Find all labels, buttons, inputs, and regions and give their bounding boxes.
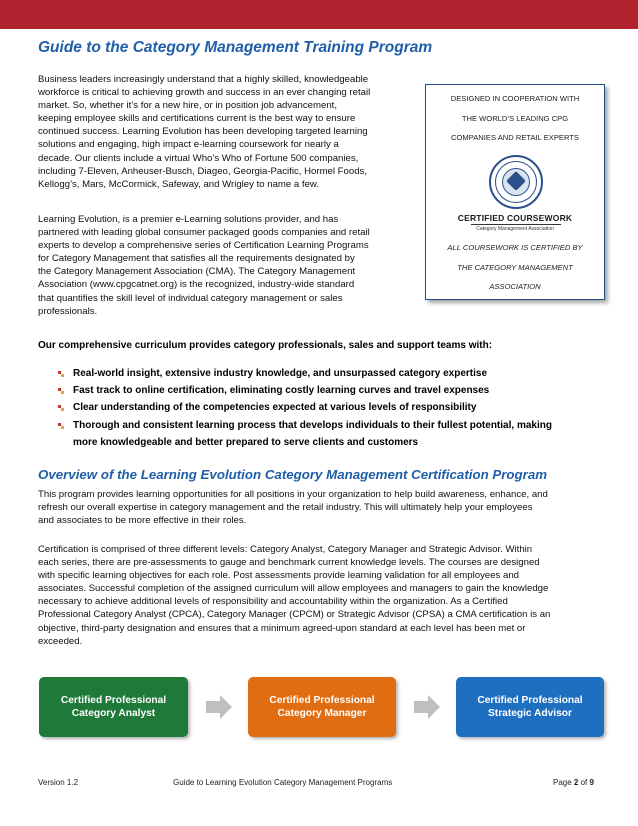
overview-title: Overview of the Learning Evolution Category Management Certification Program	[38, 467, 548, 482]
level-strategic-advisor: Certified Professional Strategic Advisor	[456, 677, 604, 737]
cma-seal-icon	[489, 155, 543, 209]
certified-coursework-box: DESIGNED IN COOPERATION WITH THE WORLD’S LEADING CPG COMPANIES AND RETAIL EXPERTS CERTIFIED COURSEWORK Category Management Association ALL COURSEWORK IS CERTIFIED BY THE CATEGORY MANAGEMENT ASSOCIATION	[425, 84, 605, 300]
certification-paragraph: Certification is comprised of three different levels: Category Analyst, Category Manager and Strategic Advisor. Within each series, there are pre-assessments to gauge and benchmark current knowledge levels. The courses are designed with specific learning objectives for each role. Post assessments provide learning validation for all employees and associates. Successful completion of the assigned curriculum will allow employees and managers to gain the knowledge necessary to achieve additional levels of responsibility and accountability within the organization. As a Certified Professional Category Analyst (CPCA), Category Manager (CPCM) or Strategic Advisor (CPSA) a CMA certification is an objective, third-party designation and ensures that a minimum agreed-upon standard at each level has been met or exceeded.	[38, 544, 551, 647]
footer-page-number: Page 2 of 9	[553, 778, 594, 787]
curriculum-intro: Our comprehensive curriculum provides category professionals, sales and support teams with:	[38, 340, 493, 351]
footer-version: Version 1.2	[38, 778, 79, 787]
seal-title: CERTIFIED COURSEWORK	[457, 213, 573, 223]
level-category-manager: Certified Professional Category Manager	[248, 677, 396, 737]
bullet-icon	[58, 423, 64, 430]
bullet-icon	[58, 371, 64, 378]
partner-paragraph: Learning Evolution, is a premier e-Learning solutions provider, and has partnered with leading global consumer packaged goods companies and retail experts to develop a comprehensive series of Certification Learning Programs for Category Management that satisfies all the requirements designated by the Category Management Association (CMA). The Category Management Association (www.cpgcatnet.org) is the recognized, industry-wide standard that quantifies the skill level of individual category management or sales professionals.	[38, 214, 370, 317]
overview-paragraph: This program provides learning opportunities for all positions in your organization to help build awareness, enhance, and refresh our overall expertise in category management and the retail industry. This will ultimately help your employees and associates to be more effective in their roles.	[38, 489, 548, 527]
page-title: Guide to the Category Management Training Program	[38, 39, 433, 56]
seal-divider	[471, 224, 561, 225]
arrow-right-icon	[205, 693, 233, 721]
bullet-icon	[58, 388, 64, 395]
level-category-analyst: Certified Professional Category Analyst	[39, 677, 188, 737]
bullet-icon	[58, 405, 64, 412]
seal-subtitle: Category Management Association	[476, 226, 554, 232]
header-bar	[0, 0, 638, 29]
intro-paragraph: Business leaders increasingly understand that a highly skilled, knowledgeable workforce is critical to achieving growth and success in an ever changing retail market. So, whether it’s for a new hire, or in position job advancement, keeping employee skills and certifications current is the best way to ensure continued success. Learning Evolution has been developing targeted learning solutions and engaging, high impact e-learning coursework for nearly a decade. Our clients include a virtual Who’s Who of Fortune 500 companies, including 7-Eleven, Anheuser-Busch, Diageo, Georgia-Pacific, Hormel Foods, Kellogg’s, Mars, McCormick, Safeway, and Wrigley to name a few.	[38, 74, 371, 190]
footer-doc-title: Guide to Learning Evolution Category Management Programs	[173, 778, 393, 787]
arrow-right-icon	[413, 693, 441, 721]
